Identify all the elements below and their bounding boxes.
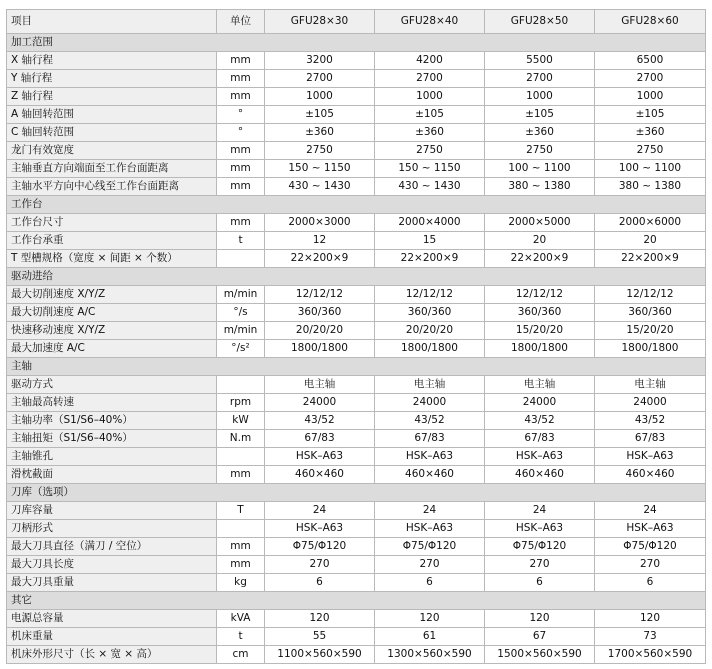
row-unit: mm [217, 538, 265, 556]
row-label: X 轴行程 [7, 52, 217, 70]
row-value-3: HSK–A63 [485, 520, 595, 538]
row-value-1: HSK–A63 [265, 448, 375, 466]
row-unit: mm [217, 160, 265, 178]
section-header-row [7, 358, 706, 376]
table-row [7, 466, 706, 484]
row-value-2: Φ75/Φ120 [375, 538, 485, 556]
row-value-4: ±105 [595, 106, 706, 124]
row-value-3: 120 [485, 610, 595, 628]
row-value-1: 430 ~ 1430 [265, 178, 375, 196]
row-value-1: 1000 [265, 88, 375, 106]
row-value-4: 43/52 [595, 412, 706, 430]
spec-table-body [7, 10, 706, 664]
row-unit [217, 520, 265, 538]
table-row [7, 448, 706, 466]
table-row [7, 610, 706, 628]
row-value-2: 460×460 [375, 466, 485, 484]
row-label: 主轴垂直方向端面至工作台面距离 [7, 160, 217, 178]
row-unit: mm [217, 52, 265, 70]
table-row [7, 322, 706, 340]
table-row [7, 250, 706, 268]
row-value-1: HSK–A63 [265, 520, 375, 538]
row-label: 驱动方式 [7, 376, 217, 394]
row-label: 机床重量 [7, 628, 217, 646]
row-value-4: 73 [595, 628, 706, 646]
row-value-4: 1800/1800 [595, 340, 706, 358]
row-value-4: 2000×6000 [595, 214, 706, 232]
row-value-1: 20/20/20 [265, 322, 375, 340]
row-label: 主轴功率（S1/S6–40%） [7, 412, 217, 430]
row-value-2: ±105 [375, 106, 485, 124]
row-unit: °/s [217, 304, 265, 322]
row-value-1: 1100×560×590 [265, 646, 375, 664]
row-value-2: 120 [375, 610, 485, 628]
section-title: 主轴 [7, 358, 706, 376]
row-label: 最大切削速度 A/C [7, 304, 217, 322]
row-value-1: 2700 [265, 70, 375, 88]
row-label: Y 轴行程 [7, 70, 217, 88]
row-unit: kVA [217, 610, 265, 628]
row-label: 刀柄形式 [7, 520, 217, 538]
row-label: 最大刀具重量 [7, 574, 217, 592]
row-unit: mm [217, 142, 265, 160]
table-row [7, 304, 706, 322]
row-value-1: 12/12/12 [265, 286, 375, 304]
table-row [7, 214, 706, 232]
section-title: 加工范围 [7, 34, 706, 52]
row-label: A 轴回转范围 [7, 106, 217, 124]
row-unit: T [217, 502, 265, 520]
table-row [7, 394, 706, 412]
row-value-3: 2000×5000 [485, 214, 595, 232]
section-title: 驱动进给 [7, 268, 706, 286]
section-title: 工作台 [7, 196, 706, 214]
row-value-2: 1800/1800 [375, 340, 485, 358]
row-unit: mm [217, 178, 265, 196]
row-value-3: 2700 [485, 70, 595, 88]
row-value-1: 270 [265, 556, 375, 574]
row-value-1: 150 ~ 1150 [265, 160, 375, 178]
row-value-1: 6 [265, 574, 375, 592]
row-value-2: ±360 [375, 124, 485, 142]
table-row [7, 520, 706, 538]
table-row [7, 538, 706, 556]
row-value-2: HSK–A63 [375, 448, 485, 466]
header-model-2: GFU28×40 [375, 10, 485, 34]
row-value-2: 15 [375, 232, 485, 250]
row-value-2: 6 [375, 574, 485, 592]
header-model-4: GFU28×60 [595, 10, 706, 34]
row-value-3: 5500 [485, 52, 595, 70]
row-value-4: ±360 [595, 124, 706, 142]
row-value-2: 2700 [375, 70, 485, 88]
row-value-4: 6 [595, 574, 706, 592]
row-value-3: 2750 [485, 142, 595, 160]
table-row [7, 412, 706, 430]
row-value-1: Φ75/Φ120 [265, 538, 375, 556]
row-unit: mm [217, 556, 265, 574]
row-label: 电源总容量 [7, 610, 217, 628]
spec-table [6, 9, 706, 664]
row-value-4: 22×200×9 [595, 250, 706, 268]
row-value-1: 3200 [265, 52, 375, 70]
row-value-2: 12/12/12 [375, 286, 485, 304]
row-label: 工作台承重 [7, 232, 217, 250]
row-value-3: 100 ~ 1100 [485, 160, 595, 178]
row-value-1: 24000 [265, 394, 375, 412]
row-unit: N.m [217, 430, 265, 448]
row-value-2: 电主轴 [375, 376, 485, 394]
row-value-2: 24000 [375, 394, 485, 412]
table-header-row [7, 10, 706, 34]
row-value-4: 20 [595, 232, 706, 250]
table-row [7, 70, 706, 88]
header-model-3: GFU28×50 [485, 10, 595, 34]
row-label: 主轴水平方向中心线至工作台面距离 [7, 178, 217, 196]
row-value-3: HSK–A63 [485, 448, 595, 466]
table-row [7, 340, 706, 358]
row-value-4: HSK–A63 [595, 448, 706, 466]
row-unit: ° [217, 106, 265, 124]
row-value-2: 2000×4000 [375, 214, 485, 232]
row-label: 龙门有效宽度 [7, 142, 217, 160]
section-header-row [7, 484, 706, 502]
row-label: 刀库容量 [7, 502, 217, 520]
row-value-1: 1800/1800 [265, 340, 375, 358]
row-value-3: 电主轴 [485, 376, 595, 394]
row-value-1: ±360 [265, 124, 375, 142]
row-value-1: 67/83 [265, 430, 375, 448]
table-row [7, 178, 706, 196]
table-row [7, 52, 706, 70]
row-label: 工作台尺寸 [7, 214, 217, 232]
section-title: 刀库（选项） [7, 484, 706, 502]
section-header-row [7, 592, 706, 610]
row-value-4: 24 [595, 502, 706, 520]
row-unit: m/min [217, 322, 265, 340]
table-row [7, 376, 706, 394]
row-value-3: 6 [485, 574, 595, 592]
row-value-3: 24000 [485, 394, 595, 412]
row-value-2: 2750 [375, 142, 485, 160]
row-value-4: 460×460 [595, 466, 706, 484]
row-value-4: 1000 [595, 88, 706, 106]
row-value-3: 270 [485, 556, 595, 574]
row-unit: kW [217, 412, 265, 430]
row-value-3: 20 [485, 232, 595, 250]
row-value-2: 430 ~ 1430 [375, 178, 485, 196]
row-value-4: 380 ~ 1380 [595, 178, 706, 196]
header-model-1: GFU28×30 [265, 10, 375, 34]
row-unit: kg [217, 574, 265, 592]
row-value-3: 1000 [485, 88, 595, 106]
row-unit: t [217, 232, 265, 250]
row-value-3: ±105 [485, 106, 595, 124]
row-value-1: 电主轴 [265, 376, 375, 394]
row-unit: m/min [217, 286, 265, 304]
row-label: 机床外形尺寸（长 × 宽 × 高） [7, 646, 217, 664]
row-value-3: 15/20/20 [485, 322, 595, 340]
row-value-4: 2750 [595, 142, 706, 160]
row-value-3: 360/360 [485, 304, 595, 322]
table-row [7, 88, 706, 106]
row-value-3: 67 [485, 628, 595, 646]
row-label: 滑枕截面 [7, 466, 217, 484]
table-row [7, 232, 706, 250]
section-title: 其它 [7, 592, 706, 610]
table-row [7, 574, 706, 592]
row-label: 主轴锥孔 [7, 448, 217, 466]
table-row [7, 124, 706, 142]
row-label: 最大加速度 A/C [7, 340, 217, 358]
row-value-1: 360/360 [265, 304, 375, 322]
section-header-row [7, 268, 706, 286]
section-header-row [7, 34, 706, 52]
row-value-4: 67/83 [595, 430, 706, 448]
row-value-4: 1700×560×590 [595, 646, 706, 664]
row-label: 最大刀具直径（满刀 / 空位） [7, 538, 217, 556]
row-label: 最大切削速度 X/Y/Z [7, 286, 217, 304]
row-unit: cm [217, 646, 265, 664]
row-value-4: 100 ~ 1100 [595, 160, 706, 178]
row-value-4: 24000 [595, 394, 706, 412]
row-unit: °/s² [217, 340, 265, 358]
row-unit: mm [217, 70, 265, 88]
row-value-1: 2000×3000 [265, 214, 375, 232]
row-value-2: 22×200×9 [375, 250, 485, 268]
table-row [7, 502, 706, 520]
header-item: 项目 [7, 10, 217, 34]
row-label: 主轴最高转速 [7, 394, 217, 412]
row-value-3: 67/83 [485, 430, 595, 448]
table-row [7, 106, 706, 124]
row-value-4: HSK–A63 [595, 520, 706, 538]
row-value-3: 24 [485, 502, 595, 520]
row-unit: t [217, 628, 265, 646]
row-unit: mm [217, 214, 265, 232]
row-unit: ° [217, 124, 265, 142]
table-row [7, 160, 706, 178]
row-unit [217, 376, 265, 394]
header-unit: 单位 [217, 10, 265, 34]
row-value-4: 360/360 [595, 304, 706, 322]
row-unit: mm [217, 466, 265, 484]
row-unit: mm [217, 88, 265, 106]
row-value-3: 460×460 [485, 466, 595, 484]
row-value-3: 22×200×9 [485, 250, 595, 268]
row-value-3: Φ75/Φ120 [485, 538, 595, 556]
row-value-4: 270 [595, 556, 706, 574]
row-value-2: 1000 [375, 88, 485, 106]
table-row [7, 430, 706, 448]
row-unit [217, 250, 265, 268]
row-value-2: 20/20/20 [375, 322, 485, 340]
row-value-1: ±105 [265, 106, 375, 124]
row-value-4: Φ75/Φ120 [595, 538, 706, 556]
row-value-4: 电主轴 [595, 376, 706, 394]
section-header-row [7, 196, 706, 214]
table-row [7, 142, 706, 160]
row-value-3: 380 ~ 1380 [485, 178, 595, 196]
row-value-3: 43/52 [485, 412, 595, 430]
row-label: 主轴扭矩（S1/S6–40%） [7, 430, 217, 448]
row-value-2: 360/360 [375, 304, 485, 322]
table-row [7, 286, 706, 304]
row-value-4: 6500 [595, 52, 706, 70]
row-value-4: 15/20/20 [595, 322, 706, 340]
row-value-4: 120 [595, 610, 706, 628]
row-value-1: 24 [265, 502, 375, 520]
row-value-3: 1500×560×590 [485, 646, 595, 664]
row-label: 快速移动速度 X/Y/Z [7, 322, 217, 340]
row-value-3: 1800/1800 [485, 340, 595, 358]
row-value-1: 22×200×9 [265, 250, 375, 268]
row-value-4: 2700 [595, 70, 706, 88]
row-value-3: ±360 [485, 124, 595, 142]
row-value-1: 460×460 [265, 466, 375, 484]
row-value-2: 270 [375, 556, 485, 574]
row-value-2: 24 [375, 502, 485, 520]
row-value-1: 2750 [265, 142, 375, 160]
row-label: C 轴回转范围 [7, 124, 217, 142]
table-row [7, 646, 706, 664]
row-value-2: 67/83 [375, 430, 485, 448]
table-row [7, 628, 706, 646]
row-label: 最大刀具长度 [7, 556, 217, 574]
row-value-1: 43/52 [265, 412, 375, 430]
row-label: T 型槽规格（宽度 × 间距 × 个数） [7, 250, 217, 268]
row-value-2: 150 ~ 1150 [375, 160, 485, 178]
table-row [7, 556, 706, 574]
row-value-2: 61 [375, 628, 485, 646]
row-value-1: 12 [265, 232, 375, 250]
row-value-2: 4200 [375, 52, 485, 70]
row-unit [217, 448, 265, 466]
row-value-2: 1300×560×590 [375, 646, 485, 664]
row-value-2: HSK–A63 [375, 520, 485, 538]
row-value-3: 12/12/12 [485, 286, 595, 304]
row-value-2: 43/52 [375, 412, 485, 430]
row-value-1: 120 [265, 610, 375, 628]
row-value-4: 12/12/12 [595, 286, 706, 304]
row-value-1: 55 [265, 628, 375, 646]
row-unit: rpm [217, 394, 265, 412]
row-label: Z 轴行程 [7, 88, 217, 106]
